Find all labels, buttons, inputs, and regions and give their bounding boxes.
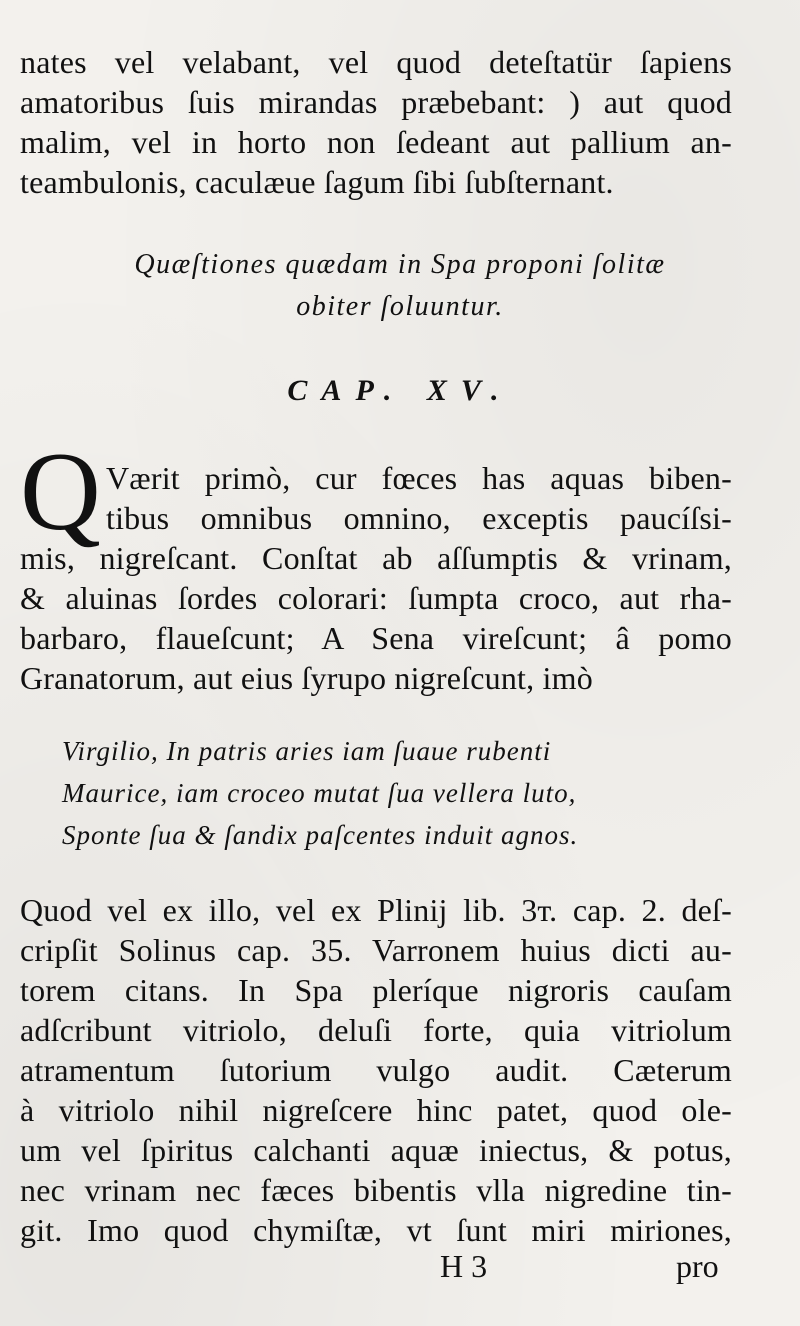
text-line: nec vrinam nec fæces bibentis vlla nigredine tin- <box>20 1172 732 1208</box>
catchword: pro <box>676 1248 719 1284</box>
chapter-number: CAP. XV. <box>287 374 513 407</box>
text-line: amatoribus ſuis mirandas præbebant: ) aut quod <box>20 84 732 120</box>
text-line: Quod vel ex illo, vel ex Plinij lib. 3т. cap. 2. deſ- <box>20 892 732 928</box>
verse-line: Virgilio, In patris aries iam ſuaue rubenti <box>62 736 552 766</box>
text-line: mis, nigreſcant. Conſtat ab aſſumptis & vrinam, <box>20 540 732 576</box>
text-line: torem citans. In Spa pleríque nigroris cauſam <box>20 972 732 1008</box>
text-line: adſcribunt vitriolo, deluſi forte, quia vitriolum <box>20 1012 732 1048</box>
text-line: um vel ſpiritus calchanti aquæ iniectus, & potus, <box>20 1132 732 1168</box>
heading-line: obiter ſoluuntur. <box>296 291 504 322</box>
text-line: & aluinas ſordes colorari: ſumpta croco, aut rha- <box>20 580 732 616</box>
text-line: à vitriolo nihil nigreſcere hinc patet, quod ole- <box>20 1092 732 1128</box>
signature-mark: H 3 <box>440 1248 488 1284</box>
text-line: git. Imo quod chymiſtæ, vt ſunt miri miriones, <box>20 1212 732 1248</box>
text-line: teambulonis, caculæue ſagum ſibi ſubſternant. <box>20 164 614 200</box>
heading-line: Quæſtiones quædam in Spa proponi ſolitæ <box>134 249 666 280</box>
verse-quotation <box>62 730 662 856</box>
paragraph-continued <box>20 42 732 202</box>
verse-line: Maurice, iam croceo mutat ſua vellera luto, <box>62 778 577 808</box>
text-line: cripſit Solinus cap. 35. Varronem huius dicti au- <box>20 932 732 968</box>
chapter-heading <box>0 244 800 328</box>
paragraph-1 <box>20 458 732 698</box>
text-line: Granatorum, aut eius ſyrupo nigreſcunt, imò <box>20 660 593 696</box>
text-line: Værit primò, cur fœces has aquas biben- <box>106 460 732 496</box>
text-line: barbaro, flaueſcunt; A Sena vireſcunt; â pomo <box>20 620 732 656</box>
drop-cap-initial: Q <box>20 430 101 554</box>
text-line: atramentum ſutorium vulgo audit. Cæterum <box>20 1052 732 1088</box>
verse-line: Sponte ſua & ſandix paſcentes induit agnos. <box>62 820 579 850</box>
text-line: tibus omnibus omnino, exceptis paucíſsi- <box>106 500 732 536</box>
paragraph-2 <box>20 890 732 1250</box>
text-line: nates vel velabant, vel quod deteſtatür ſapiens <box>20 44 732 80</box>
text-line: malim, vel in horto non ſedeant aut pallium an- <box>20 124 732 160</box>
